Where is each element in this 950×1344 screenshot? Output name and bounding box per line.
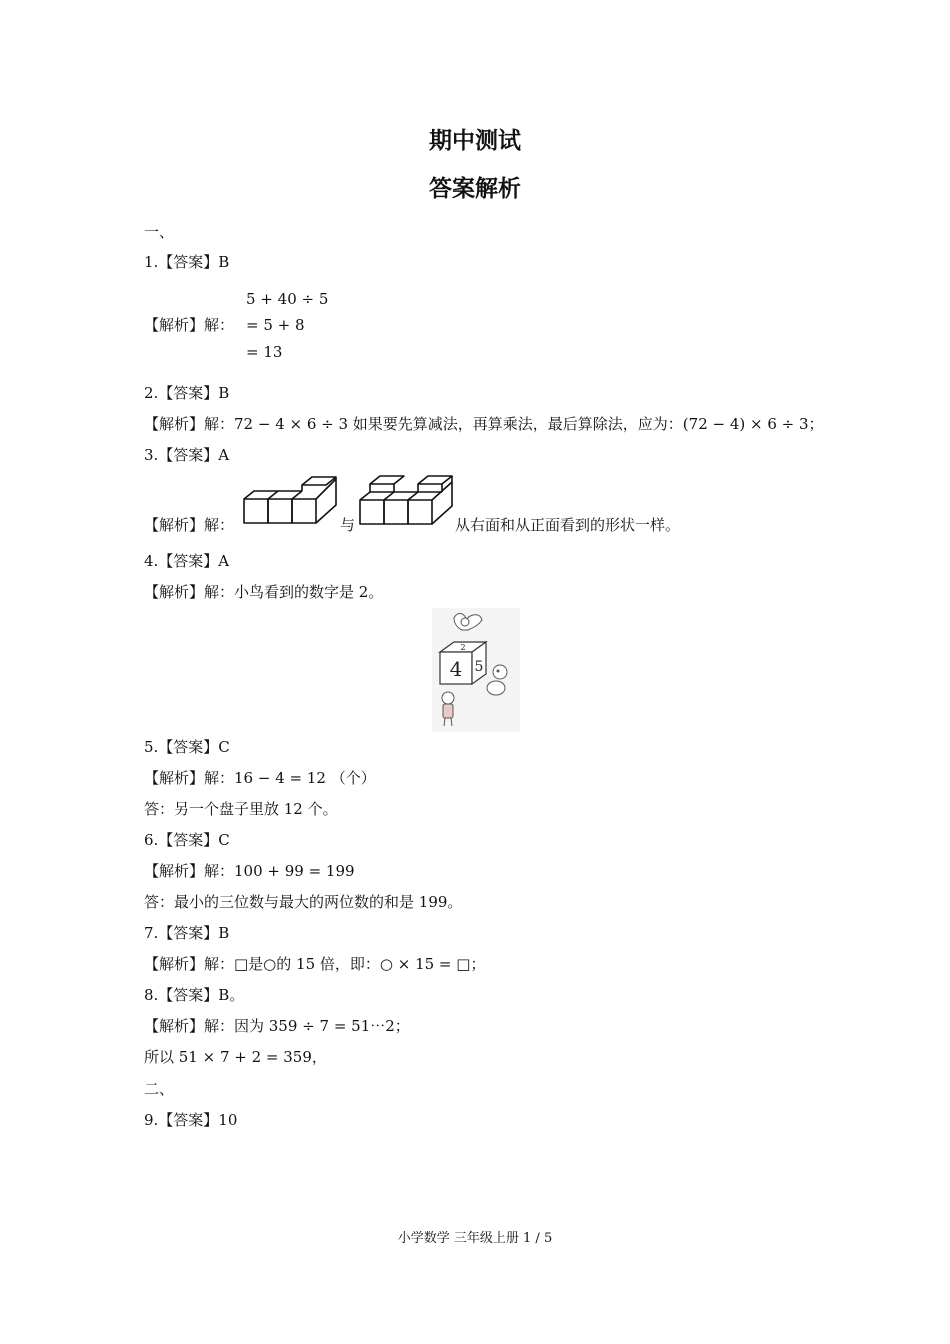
- q8-reply: 所以 51 × 7 + 2 = 359，: [144, 1048, 327, 1066]
- bird-cube-illustration: [432, 608, 520, 732]
- cube-front-digit: 4: [449, 657, 463, 681]
- q7-answer: 7.【答案】B: [144, 924, 230, 942]
- q3-answer: 3.【答案】A: [144, 446, 230, 464]
- q1-calc-line1: 5 + 40 ÷ 5: [246, 290, 329, 308]
- q7-explain: 【解析】解：□是○的 15 倍，即：○ × 15 = □；: [144, 955, 486, 973]
- q3-connector: 与: [340, 516, 356, 534]
- q4-answer: 4.【答案】A: [144, 552, 230, 570]
- q3-explain-tail: 从右面和从正面看到的形状一样。: [455, 516, 681, 534]
- q2-explain: 【解析】解：72 − 4 × 6 ÷ 3 如果要先算减法，再算乘法，最后算除法，应为：(72 − 4) × 6 ÷ 3；: [144, 415, 824, 433]
- q1-calc-line3: = 13: [246, 343, 283, 361]
- q5-explain: 【解析】解：16 − 4 = 12 （个）: [144, 769, 376, 787]
- q1-calc-line2: = 5 + 8: [246, 316, 305, 334]
- page-footer: 小学数学 三年级上册 1 / 5: [397, 1231, 553, 1246]
- q1-explain-label: 【解析】解：: [144, 316, 235, 334]
- q1-answer: 1.【答案】B: [144, 253, 230, 271]
- q5-reply: 答：另一个盘子里放 12 个。: [144, 800, 338, 818]
- q2-answer: 2.【答案】B: [144, 384, 230, 402]
- q6-explain: 【解析】解：100 + 99 = 199: [144, 862, 355, 880]
- cube-figure-b: [356, 480, 456, 528]
- q6-answer: 6.【答案】C: [144, 831, 230, 849]
- q8-explain: 【解析】解：因为 359 ÷ 7 = 51⋯2；: [144, 1017, 410, 1035]
- page-subtitle: 答案解析: [429, 176, 521, 202]
- cube-side-digit: 5: [474, 659, 484, 675]
- cube-top-digit: 2: [460, 643, 466, 652]
- q3-explain-label: 【解析】解：: [144, 516, 235, 534]
- q9-answer: 9.【答案】10: [144, 1111, 238, 1129]
- q8-answer: 8.【答案】B。: [144, 986, 245, 1004]
- q5-answer: 5.【答案】C: [144, 738, 230, 756]
- q6-reply: 答：最小的三位数与最大的两位数的和是 199。: [144, 893, 463, 911]
- section-one-heading: 一、: [144, 223, 175, 241]
- page-title: 期中测试: [429, 128, 521, 154]
- cube-figure-a: [242, 483, 342, 529]
- section-two-heading: 二、: [144, 1080, 175, 1098]
- q4-explain: 【解析】解：小鸟看到的数字是 2。: [144, 583, 384, 601]
